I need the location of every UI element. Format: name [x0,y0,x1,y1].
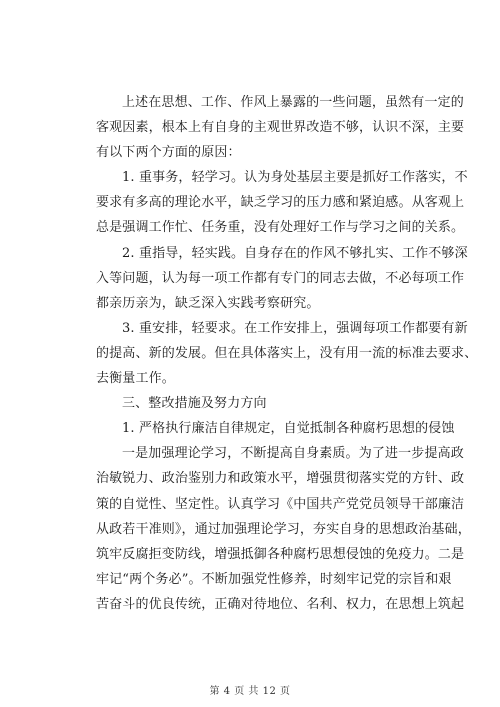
text-line-12: 去衡量工作。 [96,371,175,387]
text-line-21: 苦奋斗的优良传统，正确对待地位、名利、权力，在思想上筑起 [96,596,465,612]
text-line-17: 策的自觉性、坚定性。认真学习《中国共产党党员领导干部廉洁 [96,496,465,512]
text-line-10: 3. 重安排，轻要求。在工作安排上，强调每项工作都要有新 [122,320,468,336]
text-line-11: 的提高、新的发展。但在具体落实上，没有用一流的标准去要求、 [96,345,478,361]
text-line-2: 客观因素，根本上有自身的主观世界改造不够，认识不深，主要 [96,120,465,136]
text-line-4: 1. 重事务，轻学习。认为身处基层主要是抓好工作落实，不 [122,170,468,186]
section-heading: 三、整改措施及努力方向 [122,396,267,412]
text-line-3: 有以下两个方面的原因： [96,145,241,161]
text-line-18: 从政若干准则》，通过加强理论学习，夯实自身的思想政治基础， [96,521,471,537]
subsection-heading: 1. 严格执行廉洁自律规定，自觉抵制各种腐朽思想的侵蚀 [122,421,455,437]
text-line-5: 要求有多高的理论水平，缺乏学习的压力感和紧迫感。从客观上 [96,195,465,211]
text-line-16: 治敏锐力、政治鉴别力和政策水平，增强贯彻落实党的方针、政 [96,471,465,487]
text-line-9: 都亲历亲为，缺乏深入实践考察研究。 [96,295,320,311]
text-line-6: 总是强调工作忙、任务重，没有处理好工作与学习之间的关系。 [96,220,465,236]
text-line-15: 一是加强理论学习，不断提高自身素质。为了进一步提高政 [122,446,464,462]
body-text [96,90,478,617]
text-line-8: 入等问题，认为每一项工作都有专门的同志去做，不必每项工作 [96,270,465,286]
text-line-7: 2. 重指导，轻实践。自身存在的作风不够扎实、工作不够深 [122,245,468,261]
text-line-20: 牢记“两个务必”。不断加强党性修养，时刻牢记党的宗旨和艰 [96,571,452,587]
text-line-19: 筑牢反腐拒变防线，增强抵御各种腐朽思想侵蚀的免疫力。二是 [96,546,465,562]
text-line-1: 上述在思想、工作、作风上暴露的一些问题，虽然有一定的 [122,95,464,110]
page-footer: 第 4 页 共 12 页 [209,686,291,697]
